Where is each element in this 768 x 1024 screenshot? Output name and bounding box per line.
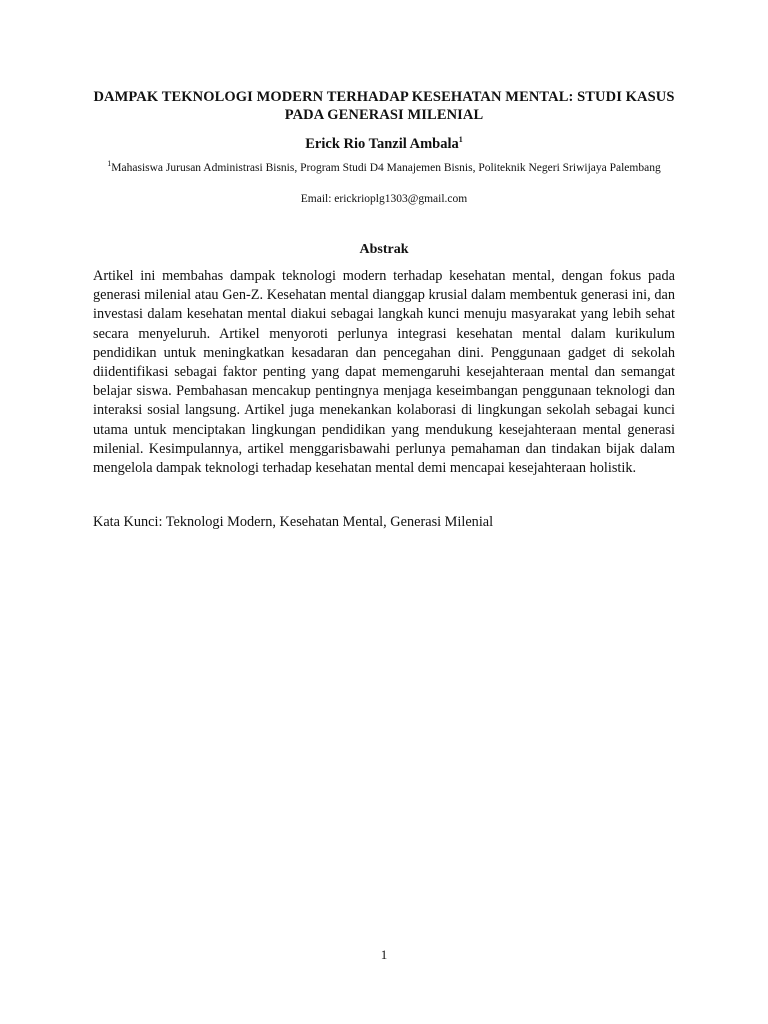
affiliation-superscript: 1 — [107, 159, 112, 169]
author-name: Erick Rio Tanzil Ambala — [305, 136, 459, 152]
author-email: Email: erickrioplg1303@gmail.com — [300, 193, 468, 205]
paper-title: DAMPAK TEKNOLOGI MODERN TERHADAP KESEHATAN MENTAL: STUDI KASUS PADA GENERASI MILENIAL — [93, 89, 675, 123]
abstract-heading: Abstrak — [359, 242, 409, 257]
author-superscript: 1 — [458, 135, 463, 145]
abstract-body: Artikel ini membahas dampak teknologi modern terhadap kesehatan mental, dengan fokus pada generasi milenial atau Gen-Z. Kesehatan mental dianggap krusial dalam membentuk generasi ini, dan investasi dalam kesehatan mental diakui sebagai langkah kunci menuju masyarakat yang lebih sehat secara menyeluruh. Artikel menyoroti perlunya integrasi kesehatan mental dalam kurikulum pendidikan untuk meningkatkan kesadaran dan pencegahan dini. Penggunaan gadget di sekolah diidentifikasi sebagai faktor penting yang dapat memengaruhi kesejahteraan mental dan semangat belajar siswa. Pembahasan mencakup pentingnya menjaga keseimbangan penggunaan teknologi dan interaksi sosial langsung. Artikel juga menekankan kolaborasi di lingkungan sekolah sebagai kunci utama untuk menciptakan lingkungan pendidikan yang mendukung kesejahteraan mental generasi milenial. Kesimpulannya, artikel menggarisbawahi perlunya pemahaman dan tindakan bijak dalam mengelola dampak teknologi terhadap kesehatan mental demi mencapai kesejahteraan holistik. — [93, 268, 675, 477]
affiliation — [90, 160, 678, 176]
affiliation-text: Mahasiswa Jurusan Administrasi Bisnis, Program Studi D4 Manajemen Bisnis, Politeknik Negeri Sriwijaya Palembang — [111, 162, 661, 174]
author-line — [90, 135, 678, 153]
keywords: Kata Kunci: Teknologi Modern, Kesehatan Mental, Generasi Milenial — [93, 514, 494, 530]
page-number: 1 — [380, 947, 388, 962]
